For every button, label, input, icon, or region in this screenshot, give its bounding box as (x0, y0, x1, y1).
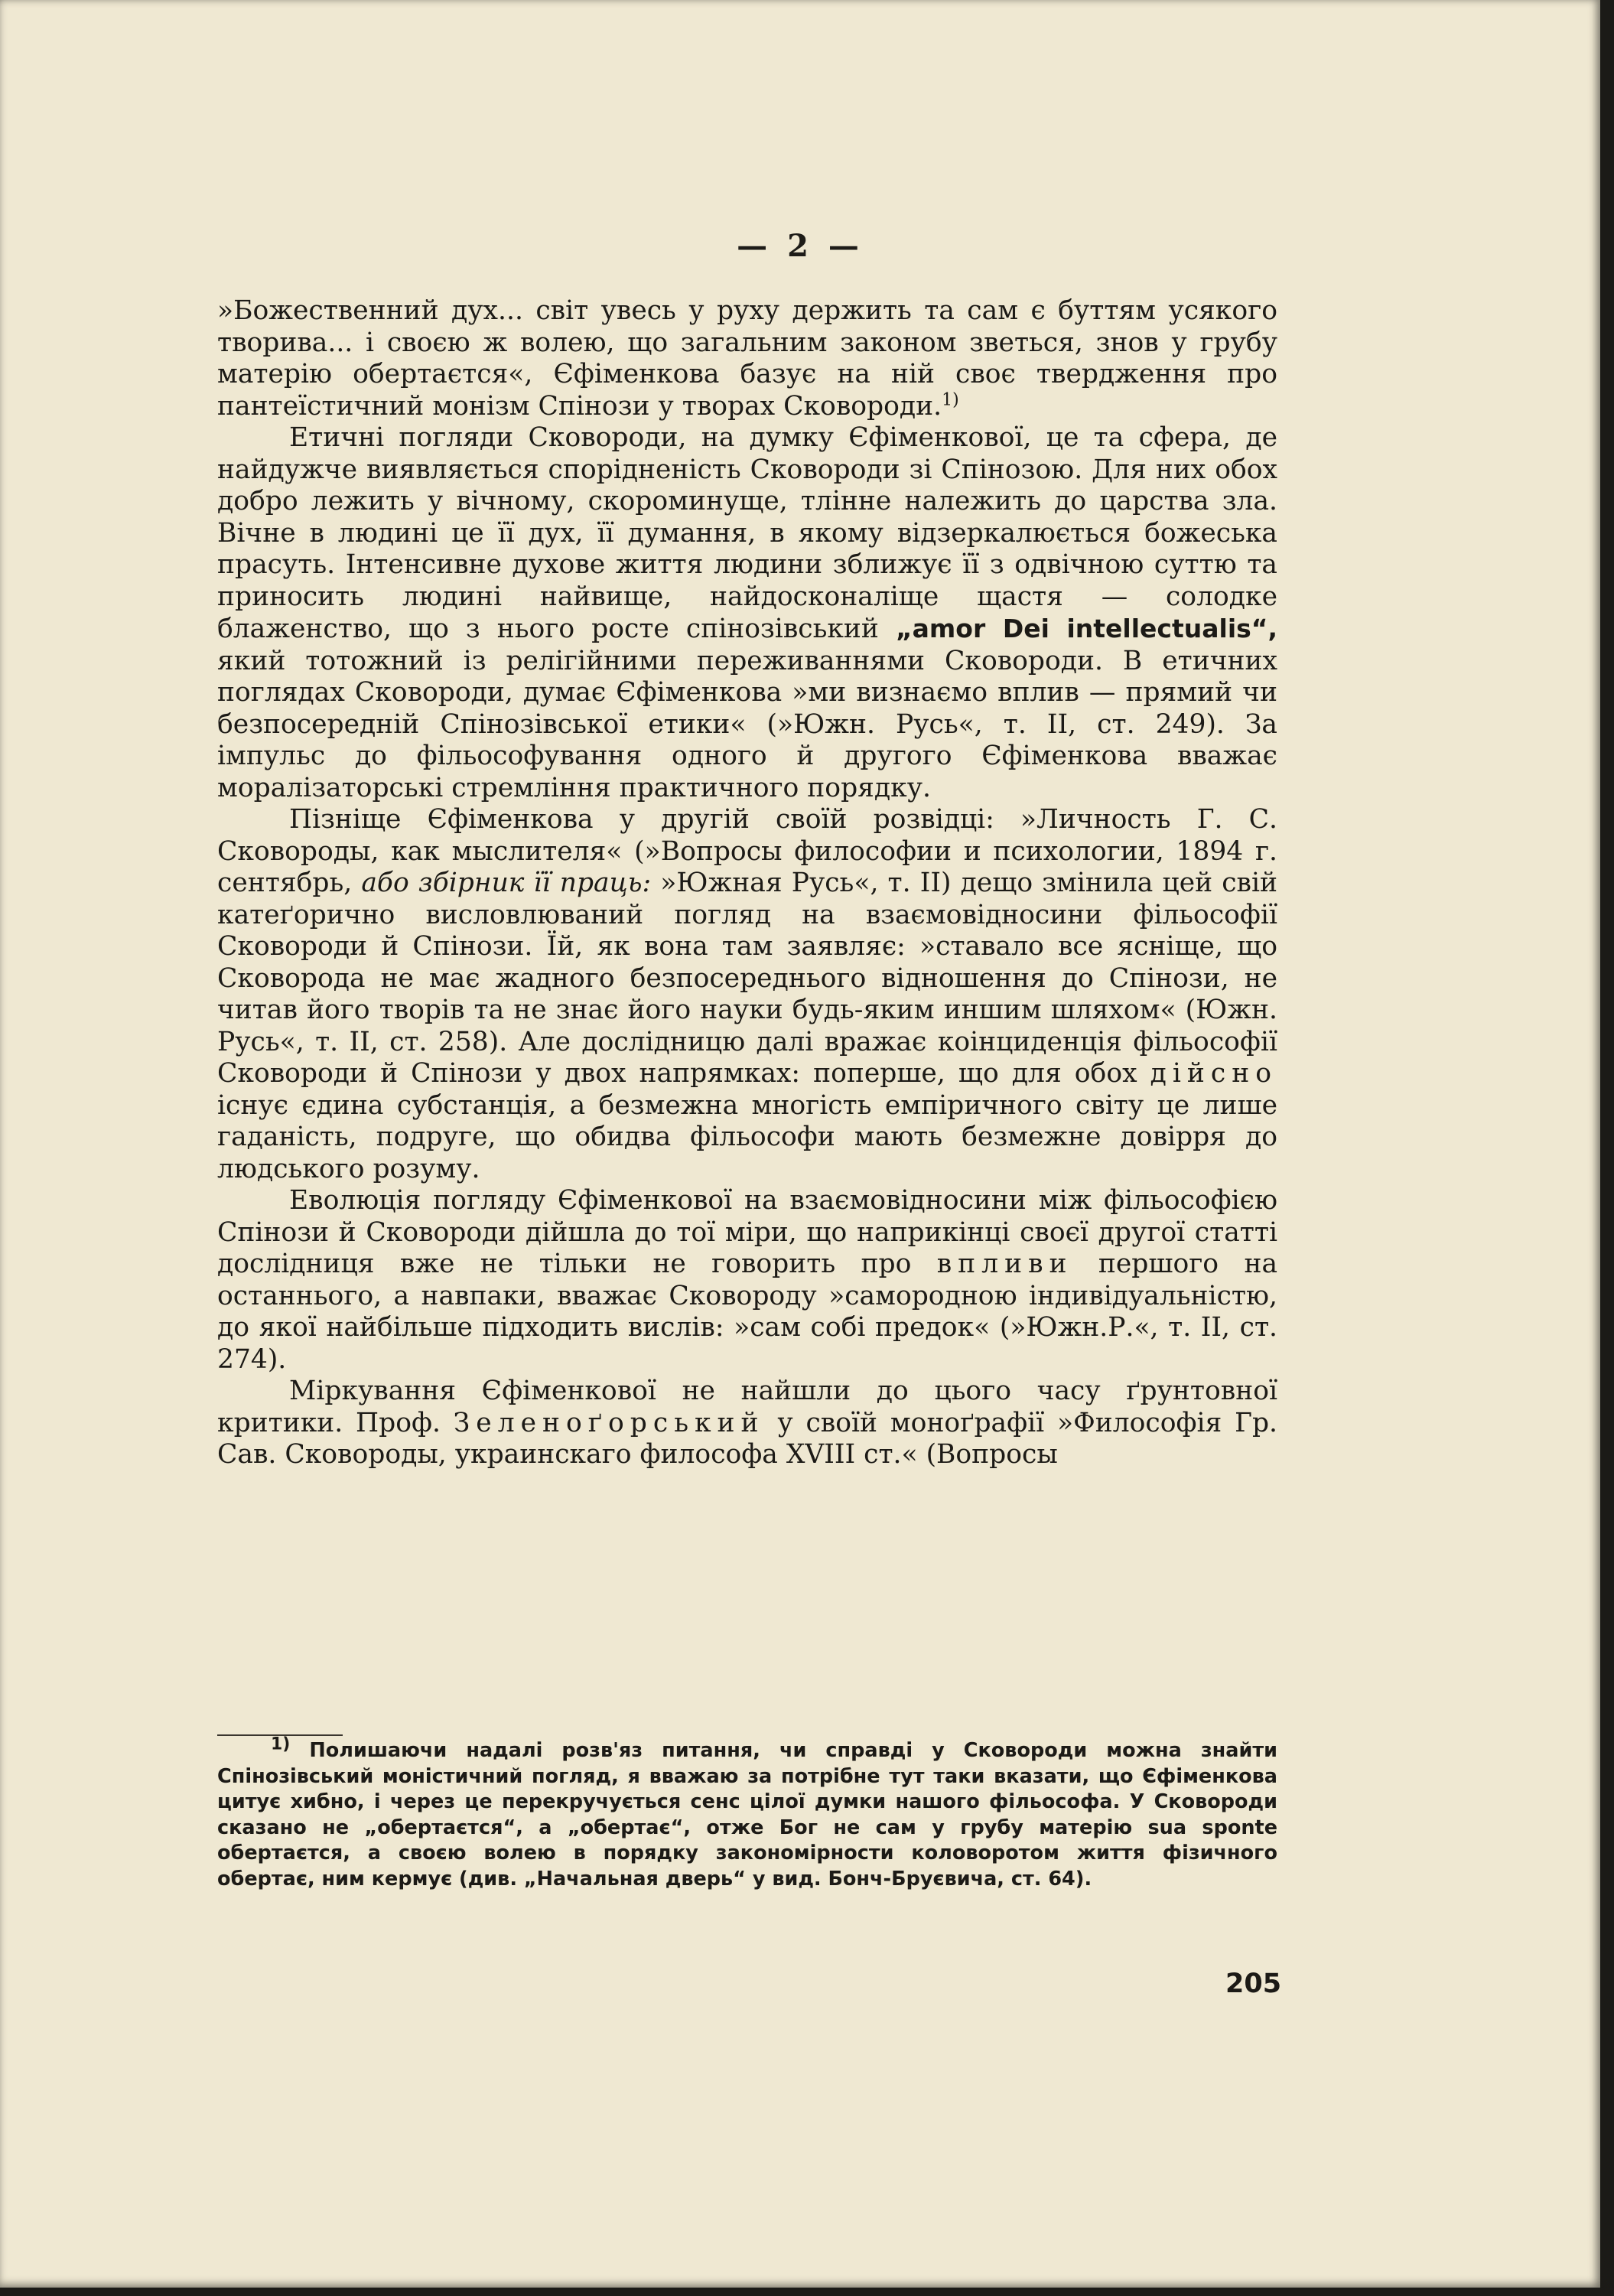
paragraph-5 (217, 1376, 1277, 1471)
paragraph-5-text-b: у своїй моноґрафії »Философія Гр. Сав. Сковороды, украинскаго философа XVIII ст.« (Вопросы (217, 1407, 1278, 1470)
paragraph-4-text-b: першого на останнього, а навпаки, вважає Сковороду »самородною індивідуальністю, до якої найбільше підходить вислів: »сам собі предок« (»Южн.Р.«, т. II, ст. 274). (217, 1249, 1278, 1375)
footnote-text: Полишаючи надалі розв'яз питання, чи справді у Сковороди можна знайти Спінозівський моністичний погляд, я вважаю за потрібне тут таки вказати, що Єфіменкова цитує хибно, і через це перекручується сенс цілої думки нашого фільософа. У Сковороди сказано не „обертаєтся“, а „обертає“, отже Бог не сам у грубу матерію sua sponte обертаєтся, а своєю волею в порядку закономірности коловоротом життя фізичного обертає, ним кермує (див. „Начальная дверь“ у вид. Бонч-Бруєвича, ст. 64). (217, 1739, 1277, 1891)
paragraph-2-text-a: Етичні погляди Сковороди, на думку Єфіменкової, це та сфера, де найдужче виявляється спорідненість Сковороди зі Спінозою. Для них обох добро лежить у вічному, скороминуще, тлінне належить до царства зла. Вічне в людині це її дух, її думання, в якому відзеркалюється божеська прасуть. Інтенсивне духове життя людини зближує її з одвічною суттю та приносить людині найвище, найдосконаліще щастя — солодке блаженство, що з нього росте спінозівський (217, 422, 1277, 644)
paragraph-3-text-c: існує єдина субстанція, а безмежна многість емпіричного світу це лише гаданість, подруге, що обидва фільософи мають безмежне довірря до людського розуму. (217, 1089, 1277, 1184)
paragraph-2-text-b: який тотожний із релігійними переживаннями Сковороди. В етичних поглядах Сковороди, думає Єфіменкова »ми визнаємо вплив — прямий чи безпосередній Спінозівської етики« (»Южн. Русь«, т. II, ст. 249). За імпульс до фільософування одного й другого Єфіменкова вважає моралізаторські стремління практичного порядку. (217, 645, 1277, 803)
footnote-reference: 1) (942, 390, 959, 409)
spaced-emphasis: впливи (936, 1249, 1073, 1279)
spaced-emphasis: дійсно (1150, 1058, 1277, 1089)
footnote-marker: 1) (271, 1734, 291, 1754)
paragraph-3 (217, 804, 1277, 1185)
paragraph-5-text-a: Міркування Єфіменкової не найшли до цього часу ґрунтовної критики. Проф. (217, 1376, 1277, 1438)
running-head-page-number: — 2 — (737, 228, 864, 264)
latin-phrase: „amor Dei intellectualis“, (895, 614, 1278, 643)
paragraph-2 (217, 422, 1277, 804)
paragraph-1 (217, 295, 1277, 422)
footnote (217, 1734, 1277, 1892)
paragraph-3-text-a: Пізніще Єфіменкова у другій своїй розвідці: »Личность Г. С. Сковороды, как мыслителя« (»Вопросы философии и психологии, 1894 г. сентябрь, (217, 804, 1277, 898)
paragraph-3-text-b: »Южная Русь«, т. II) дещо змінила цей свій катеґорично висловлюваний погляд на взаємовідносини фільософії Сковороди й Спінози. Їй, як вона там заявляє: »ставало все ясніще, що Сковорода не має жадного безпосереднього відношення до Спінози, не читав його творів та не знає його науки будь-яким иншим шляхом« (Южн. Русь«, т. II, ст. 258). Але дослідницю далі вражає коінциденція фільософії Сковороди й Спінози у двох напрямках: поперше, що для обох (217, 868, 1278, 1089)
body-text (217, 295, 1277, 1471)
spaced-emphasis: Зеленоґорський (453, 1407, 765, 1438)
italic-phrase: або збірник її праць: (361, 868, 652, 898)
paragraph-4 (217, 1185, 1277, 1376)
folio-number: 205 (1225, 1969, 1282, 1999)
paragraph-1-text: »Божественний дух... світ увесь у руху держить та сам є буттям усякого творива... і своєю ж волею, що загальним законом зветься, знов у грубу матерію обертаєтся«, Єфіменкова базує на ній своє твердження про пантеїстичний монізм Спінози у творах Сковороди. (217, 295, 1277, 422)
paragraph-4-text-a: Еволюція погляду Єфіменкової на взаємовідносини між фільософією Спінози й Сковороди дійшла до тої міри, що наприкінці своєї другої статті дослідниця вже не тільки не говорить про (217, 1185, 1277, 1279)
footnote-paragraph (217, 1734, 1277, 1892)
